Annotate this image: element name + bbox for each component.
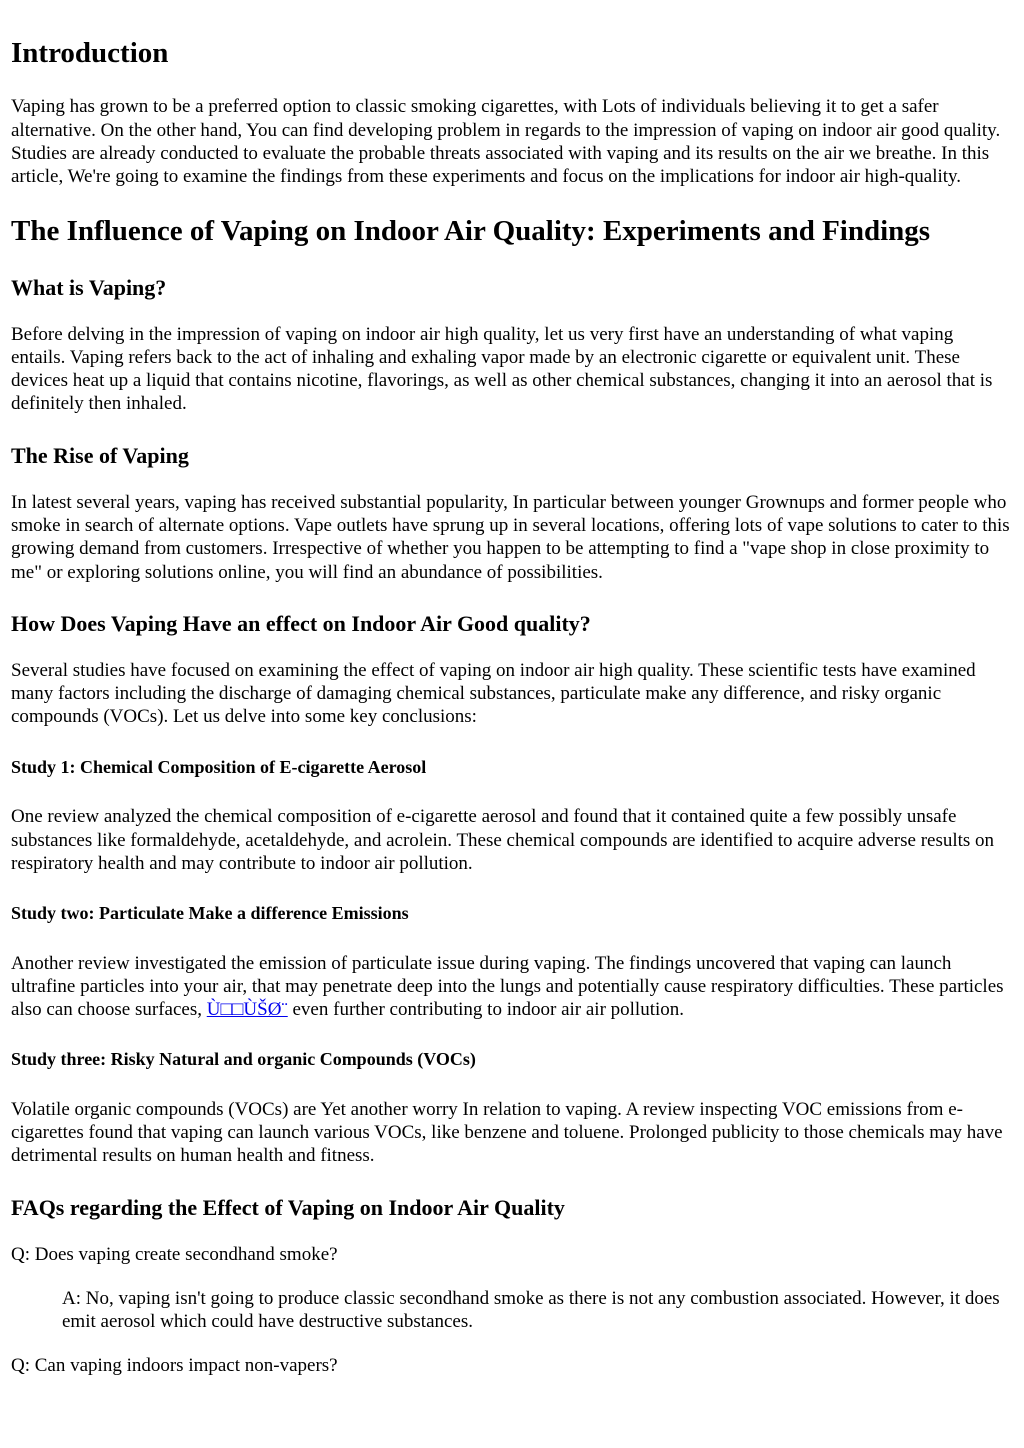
faq-answer-1: A: No, vaping isn't going to produce classic secondhand smoke as there is not any combustion associated. However, it does emit aerosol which could have destructive substances. <box>62 1288 1000 1333</box>
how-vaping-affects-paragraph: Several studies have focused on examining the effect of vaping on indoor air high quality. These scientific tests have examined many factors including the discharge of damaging chemical substances, particulate make any difference, and risky organic compounds (VOCs). Let us delve into some key conclusions: <box>11 660 976 728</box>
faq-question-1: Q: Does vaping create secondhand smoke? <box>11 1243 338 1265</box>
faqs-heading: FAQs regarding the Effect of Vaping on Indoor Air Quality <box>11 1194 565 1220</box>
how-vaping-affects-heading: How Does Vaping Have an effect on Indoor Air Good quality? <box>11 610 591 636</box>
rise-of-vaping-heading: The Rise of Vaping <box>11 442 189 468</box>
study-2-heading: Study two: Particulate Make a difference Emissions <box>11 902 409 923</box>
study-2-text-after: even further contributing to indoor air air pollution. <box>287 999 685 1021</box>
intro-paragraph: Vaping has grown to be a preferred option to classic smoking cigarettes, with Lots of individuals believing it to get a safer alternative. On the other hand, You can find developing problem in regards to the impression of vaping on indoor air good quality. Studies are already conducted to evaluate the probable threats associated with vaping and its results on the air we breathe. In this article, We're going to examine the findings from these experiments and focus on the implications for indoor air high-quality. <box>11 96 1001 187</box>
study-3-heading: Study three: Risky Natural and organic Compounds (VOCs) <box>11 1049 476 1070</box>
faq-question-2: Q: Can vaping indoors impact non-vapers? <box>11 1355 338 1377</box>
intro-heading: Introduction <box>11 37 169 69</box>
rise-of-vaping-paragraph: In latest several years, vaping has received substantial popularity, In particular between younger Grownups and former people who smoke in search of alternate options. Vape outlets have sprung up in several locations, offering lots of vape solutions to cater to this growing demand from customers. Irrespective of whether you happen to be attempting to find a "vape shop in close proximity to me" or exploring solutions online, you will find an abundance of possibilities. <box>11 491 1010 583</box>
study-2-text-before: Another review investigated the emission of particulate issue during vaping. The findings uncovered that vaping can launch ultrafine particles into your air, that may penetrate deep into the lungs and potentially cause respiratory difficulties. These particles also can choose surfaces, <box>11 952 1004 1021</box>
study-2-paragraph <box>11 952 1012 1022</box>
article-title: The Influence of Vaping on Indoor Air Quality: Experiments and Findings <box>11 215 931 248</box>
what-is-vaping-paragraph: Before delving in the impression of vaping on indoor air high quality, let us very first have an understanding of what vaping entails. Vaping refers back to the act of inhaling and exhaling vapor made by an electronic cigarette or equivalent unit. These devices heat up a liquid that contains nicotine, flavorings, as well as other chemical substances, changing it into an aerosol that is definitely then inhaled. <box>11 323 993 415</box>
study-1-heading: Study 1: Chemical Composition of E-cigarette Aerosol <box>11 756 427 777</box>
what-is-vaping-heading: What is Vaping? <box>11 274 167 300</box>
study-1-paragraph: One review analyzed the chemical composition of e-cigarette aerosol and found that it contained quite a few possibly unsafe substances like formaldehyde, acetaldehyde, and acrolein. These chemical compounds are identified to acquire adverse results on respiratory health and may contribute to indoor air pollution. <box>11 806 995 874</box>
study-3-paragraph: Volatile organic compounds (VOCs) are Yet another worry In relation to vaping. A review inspecting VOC emissions from e-cigarettes found that vaping can launch various VOCs, like benzene and toluene. Prolonged publicity to those chemicals may have detrimental results on human health and fitness. <box>11 1098 1003 1167</box>
inline-link[interactable]: Ù□□ÙŠØ¨ <box>206 999 288 1021</box>
